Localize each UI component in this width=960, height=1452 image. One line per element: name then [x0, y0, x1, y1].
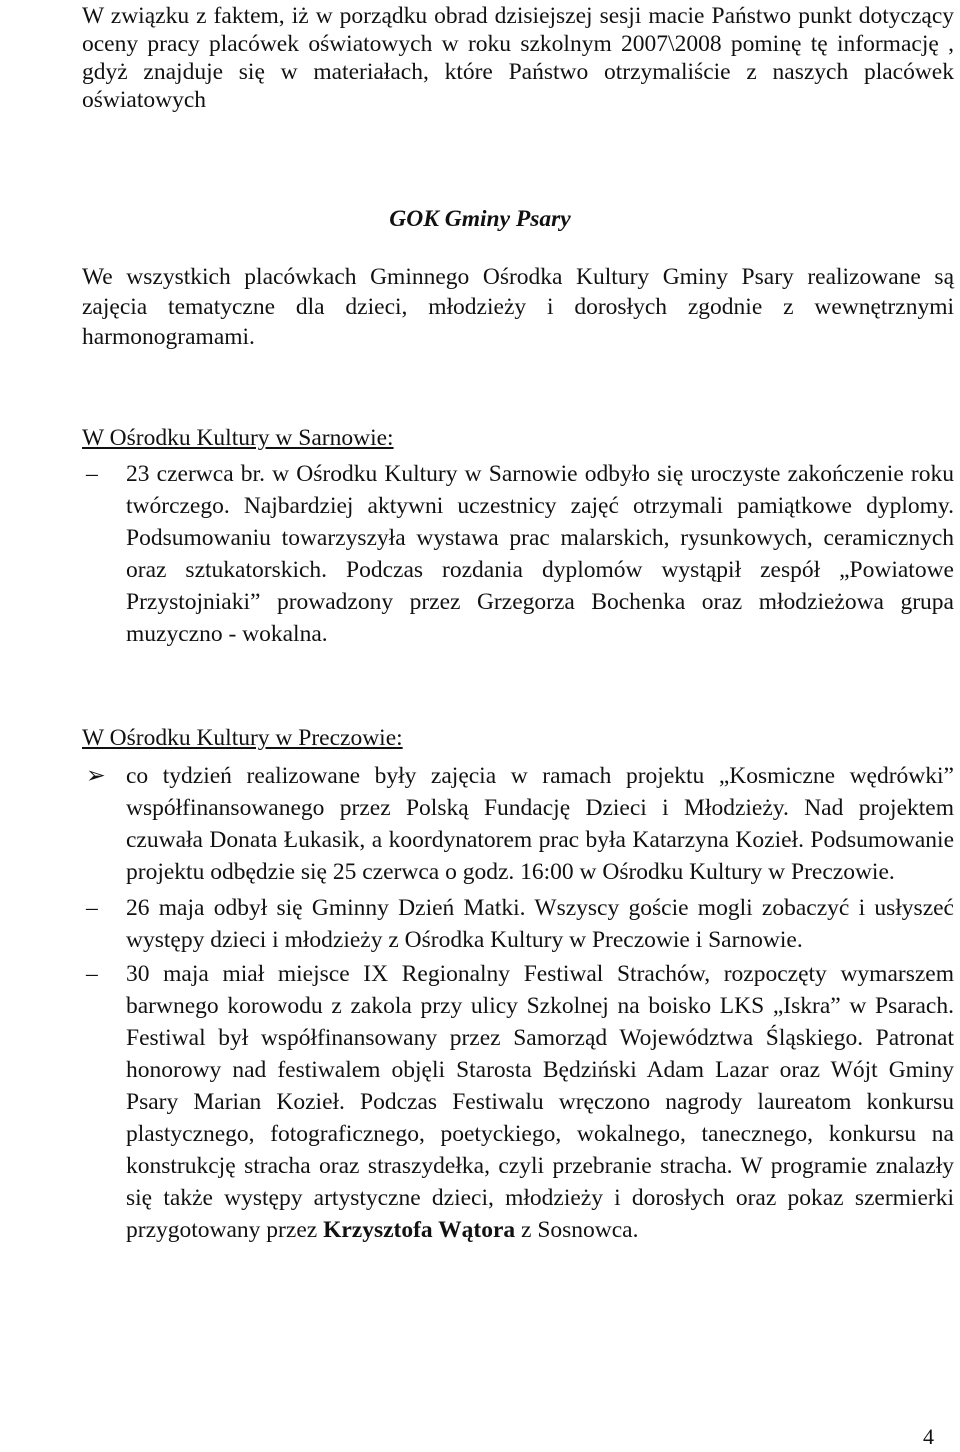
list-item-text: 30 maja miał miejsce IX Regionalny Festiwal Strachów, rozpoczęty wymarszem barwnego korowodu z zakola przy ulicy Szkolnej na boisko LKS „Iskra” w Psarach. Festiwal był współfinansowany przez Samorząd Województwa Śląskiego. Patronat honorowy nad festiwalem objęli Starosta Będziński Adam Lazar oraz Wójt Gminy Psary Marian Kozieł. Podczas Festiwalu wręczono nagrody laureatom konkursu plastycznego, fotograficznego, poetyckiego, wokalnego, tanecznego, konkursu na konstrukcję stracha oraz straszydełka, czyli przebranie stracha. W programie znalazły się także występy artystyczne dzieci, młodzieży i dorosłych oraz pokaz szermierki przygotowany przez: [126, 961, 954, 1243]
preczow-list: [0, 760, 960, 1246]
dash-bullet: –: [86, 461, 98, 487]
dash-bullet: –: [86, 961, 98, 987]
bold-name: Krzysztofa Wątora: [323, 1217, 516, 1243]
page-number: 4: [923, 1424, 934, 1449]
sarnow-heading: W Ośrodku Kultury w Sarnowie:: [82, 425, 394, 451]
list-item-text-end: z Sosnowca.: [515, 1217, 639, 1243]
sarnow-list: [0, 458, 960, 650]
list-item: [0, 892, 960, 956]
list-item: [0, 760, 960, 888]
intro-paragraph: W związku z faktem, iż w porządku obrad dzisiejszej sesji macie Państwo punkt dotyczący oceny pracy placówek oświatowych w roku szkolnym 2007\2008 pominę tę informację , gdyż znajduje się w materiałach, które Państwo otrzymaliście z naszych placówek oświatowych: [82, 3, 954, 113]
arrow-bullet-icon: ➢: [86, 763, 106, 789]
preczow-heading: W Ośrodku Kultury w Preczowie:: [82, 725, 403, 751]
section-title: GOK Gminy Psary: [389, 206, 571, 232]
list-item: [0, 458, 960, 650]
dash-bullet: –: [86, 895, 98, 921]
list-item-text: 26 maja odbył się Gminny Dzień Matki. Wszyscy goście mogli zobaczyć i usłyszeć występy dzieci i młodzieży z Ośrodka Kultury w Preczowie i Sarnowie.: [126, 895, 954, 953]
list-item-text: co tydzień realizowane były zajęcia w ramach projektu „Kosmiczne wędrówki” współfinansowanego przez Polską Fundację Dzieci i Młodzieży. Nad projektem czuwała Donata Łukasik, a koordynatorem prac była Katarzyna Kozieł. Podsumowanie projektu odbędzie się 25 czerwca o godz. 16:00 w Ośrodku Kultury w Preczowie.: [126, 763, 954, 885]
gok-paragraph: We wszystkich placówkach Gminnego Ośrodka Kultury Gminy Psary realizowane są zajęcia tematyczne dla dzieci, młodzieży i dorosłych zgodnie z wewnętrznymi harmonogramami.: [82, 264, 954, 350]
list-item-text: 23 czerwca br. w Ośrodku Kultury w Sarnowie odbyło się uroczyste zakończenie roku twórczego. Najbardziej aktywni uczestnicy zajęć otrzymali pamiątkowe dyplomy. Podsumowaniu towarzyszyła wystawa prac malarskich, rysunkowych, ceramicznych oraz sztukatorskich. Podczas rozdania dyplomów wystąpił zespół „Powiatowe Przystojniaki” prowadzony przez Grzegorza Bochenka oraz młodzieżowa grupa muzyczno - wokalna.: [126, 461, 954, 647]
list-item: [0, 958, 960, 1246]
